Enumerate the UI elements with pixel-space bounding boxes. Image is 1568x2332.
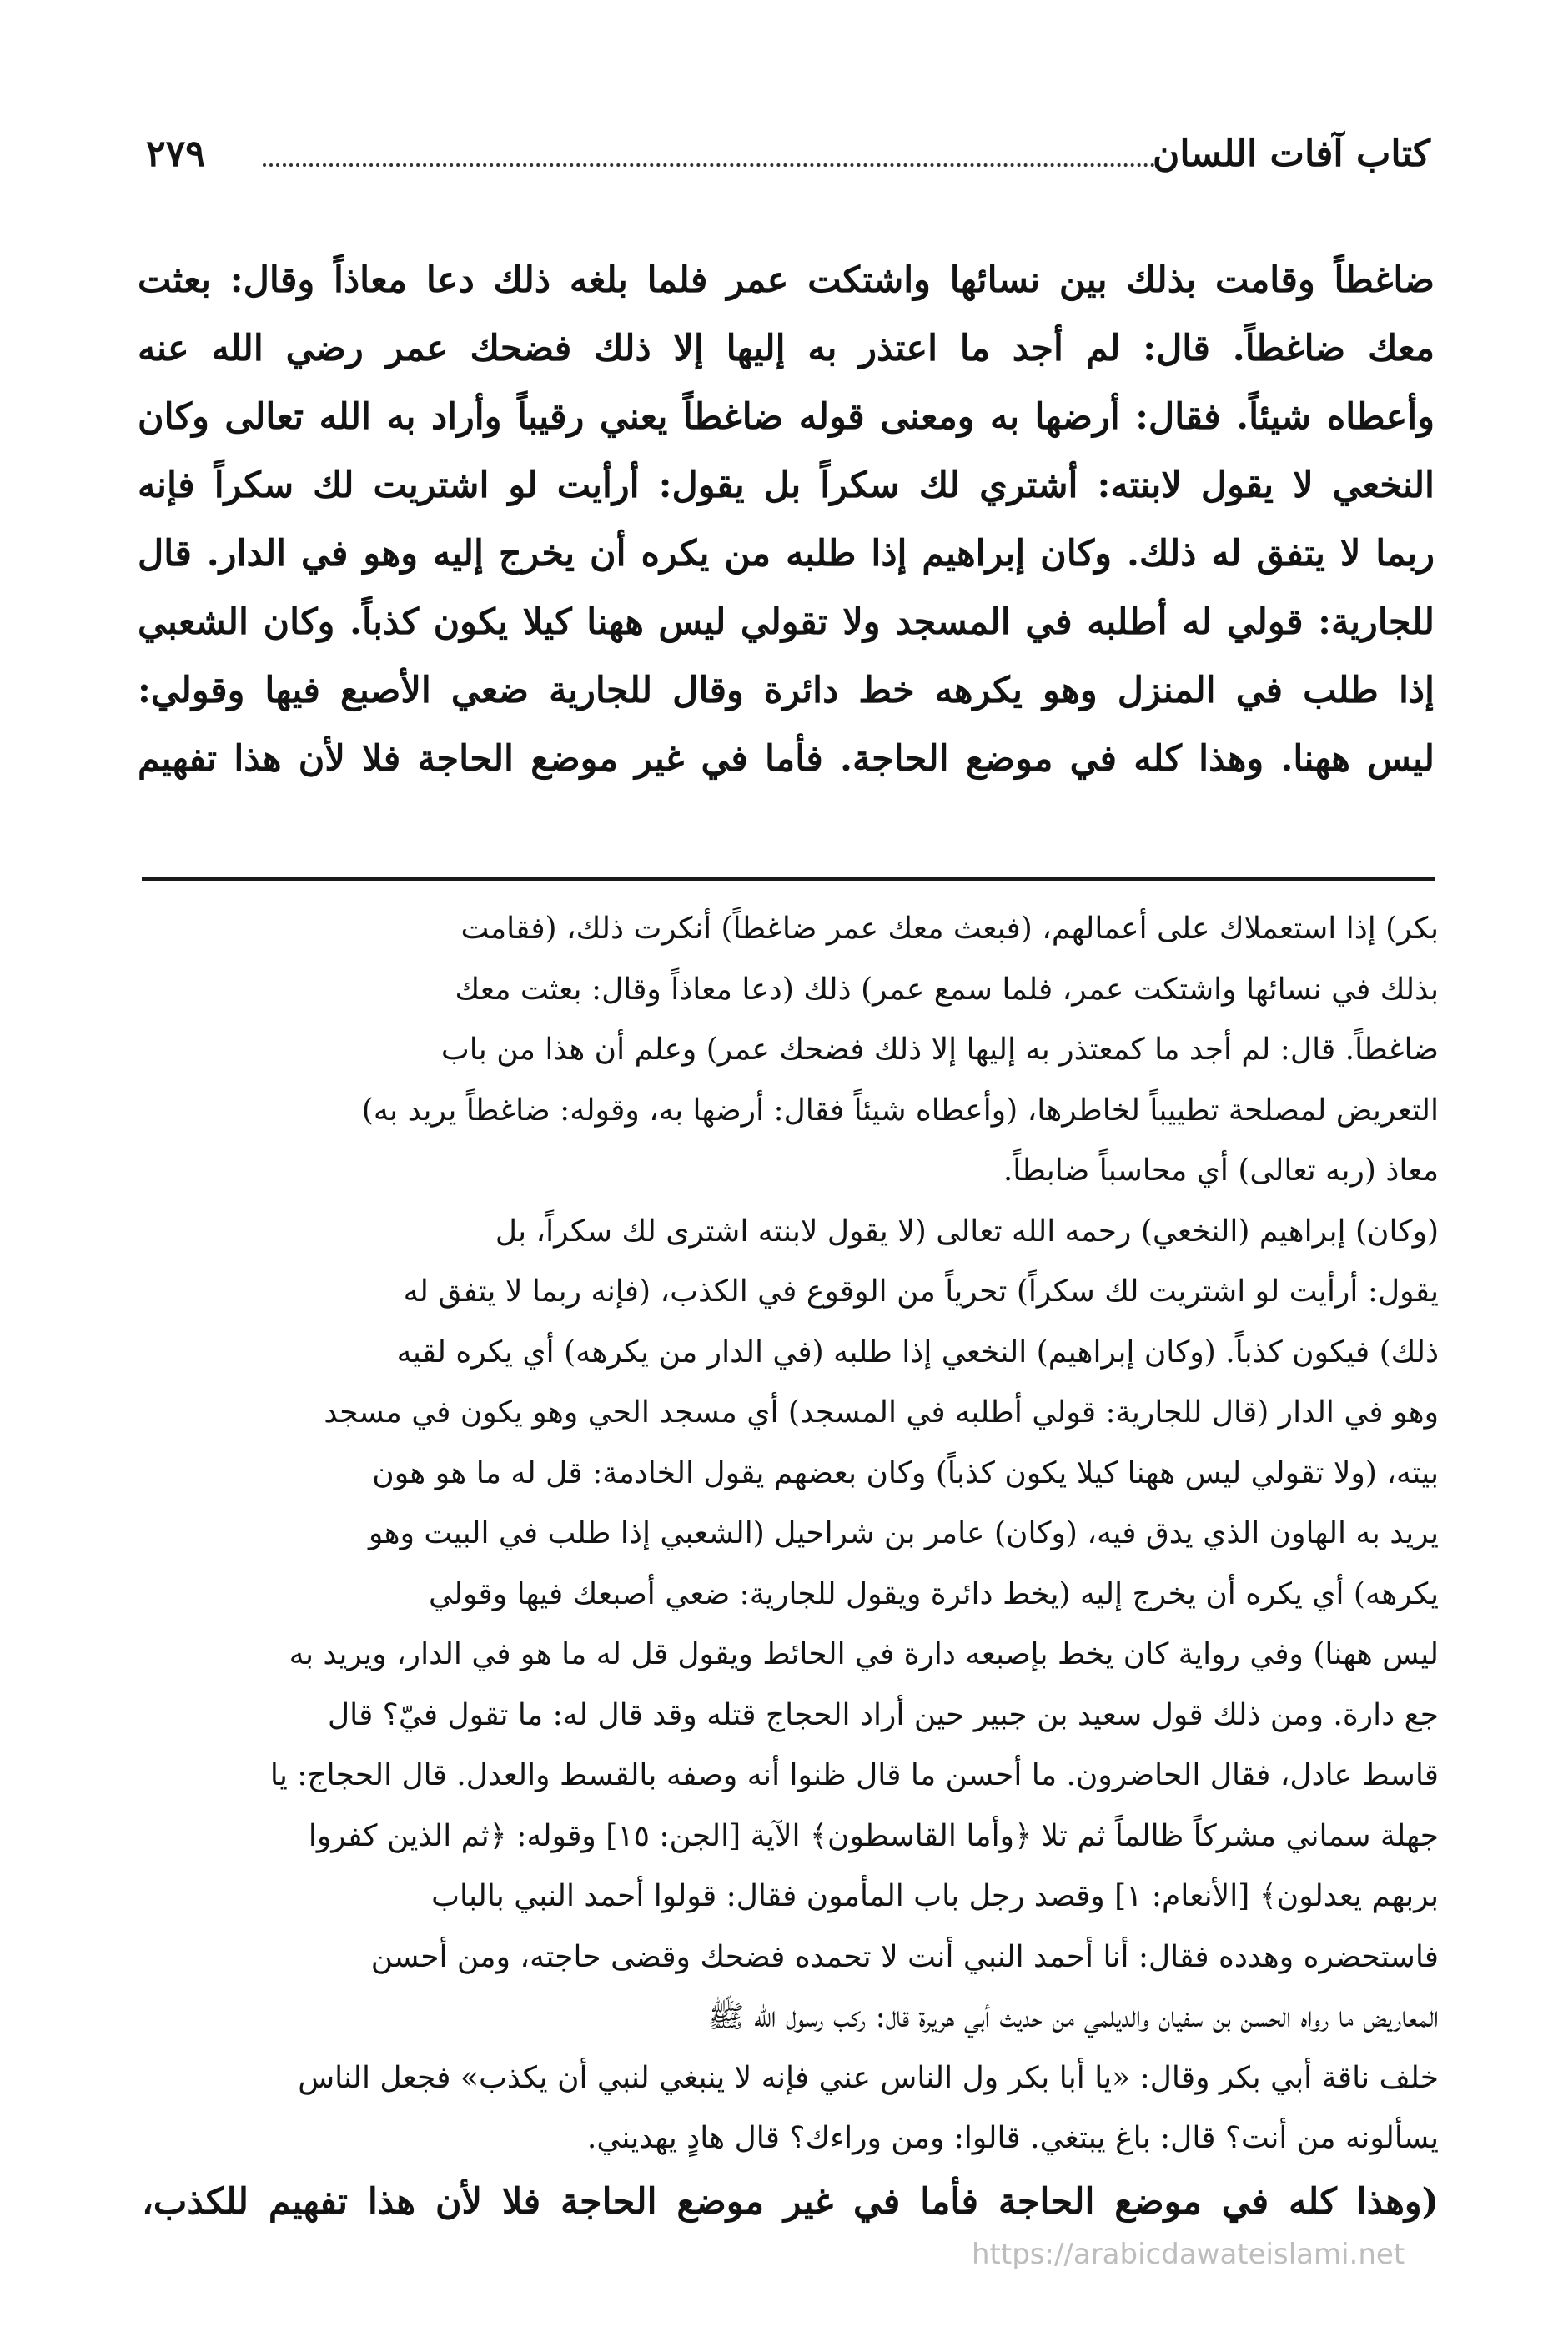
main-text: ضاغطاً وقامت بذلك بين نسائها واشتكت عمر فلما بلغه ذلك دعا معاذاً وقال: بعثت معك ضاغطاً. قال: لم أجد ما اعتذر به إليها إلا ذلك فضحك عمر رضي الله عنه وأعطاه شيئاً. فقال: أرضها به ومعنى قوله ضاغطاً يعني رقيباً وأراد به الله تعالى وكان النخعي لا يقول لابنته: أشتري لك سكراً بل يقول: أرأيت لو اشتريت لك سكراً فإنه ربما لا يتفق له ذلك. وكان إبراهيم إذا طلبه من يكره أن يخرج إليه وهو في الدار. قال للجارية: قولي له أطلبه في المسجد ولا تقولي ليس ههنا كيلا يكون كذباً. وكان الشعبي إذا طلب في المنزل وهو يكرهه خط دائرة وقال للجارية ضعي الأصبع فيها وقولي: ليس ههنا. وهذا كله في موضع الحاجة. فأما في غير موضع الحاجة فلا لأن هذا تفهيم [138, 259, 1435, 780]
commentary-paragraph-1: بكر) إذا استعملاك على أعمالهم، (فبعث معك عمر ضاغطاً) أنكرت ذلك، (فقامت بذلك في نسائها واشتكت عمر، فلما سمع عمر) ذلك (دعا معاذاً وقال: بعثت معك ضاغطاً. قال: لم أجد ما كمعتذر به إليها إلا ذلك فضحك عمر) وعلم أن هذا من باب التعريض لمصلحة تطييباً لخاطرها، (وأعطاه شيئاً فقال: أرضها به، وقوله: ضاغطاً يريد به) معاذ (ربه تعالى) أي محاسباً ضابطاً. [361, 912, 1439, 1188]
watermark-url: https://arabicdawateislami.net [972, 2238, 1405, 2271]
footnote-divider [142, 877, 1435, 881]
commentary [142, 899, 1439, 2169]
page-number: ٢٧٩ [146, 133, 205, 175]
header-dotted-leader [263, 163, 1155, 167]
final-commentary-line: (وهذا كله في موضع الحاجة فأما في غير موضع الحاجة فلا لأن هذا تفهيم للكذب، [142, 2181, 1439, 2223]
commentary-paragraph-2: (وكان) إبراهيم (النخعي) رحمه الله تعالى (لا يقول لابنته اشترى لك سكراً، بل يقول: أرأيت لو اشتريت لك سكراً) تحرياً من الوقوع في الكذب، (فإنه ربما لا يتفق له ذلك) فيكون كذباً. (وكان إبراهيم) النخعي إذا طلبه (في الدار من يكرهه) أي يكره لقيه وهو في الدار (قال للجارية: قولي أطلبه في المسجد) أي مسجد الحي وهو يكون في مسجد بيته، (ولا تقولي ليس ههنا كيلا يكون كذباً) وكان بعضهم يقول الخادمة: قل له ما هو هون يريد به الهاون الذي يدق فيه، (وكان) عامر بن شراحيل (الشعبي إذا طلب في البيت وهو يكرهه) أي يكره أن يخرج إليه (يخط دائرة ويقول للجارية: ضعي أصبعك فيها وقولي ليس ههنا) وفي رواية كان يخط بإصبعه دارة في الحائط ويقول قل له ما هو في الدار، ويريد به جع دارة. ومن ذلك قول سعيد بن جبير حين أراد الحجاج قتله وقد قال له: ما تقول فيّ؟ قال قاسط عادل، فقال الحاضرون. ما أحسن ما قال ظنوا أنه وصفه بالقسط والعدل. قال الحجاج: يا جهلة سماني مشركاً ظالماً ثم تلا ﴿وأما القاسطون﴾ الآية [الجن: ١٥] وقوله: ﴿ثم الذين كفروا بربهم يعدلون﴾ [الأنعام: ١] وقصد رجل باب المأمون فقال: قولوا أحمد النبي بالباب فاستحضره وهدده فقال: أنا أحمد النبي أنت لا تحمده فضحك وقضى حاجته، ومن أحسن المعاريض ما رواه الحسن بن سفيان والديلمي من حديث أبي هريرة قال: ركب رسول الله ﷺ خلف ناقة أبي بكر وقال: «يا أبا بكر ول الناس عني فإنه لا ينبغي لنبي أن يكذب» فجعل الناس يسألونه من أنت؟ قال: باغ يبتغي. قالوا: ومن وراءك؟ قال هادٍ يهديني. [269, 1214, 1439, 2155]
running-header [146, 125, 1430, 183]
book-title: كتاب آفات اللسان [1153, 133, 1430, 175]
